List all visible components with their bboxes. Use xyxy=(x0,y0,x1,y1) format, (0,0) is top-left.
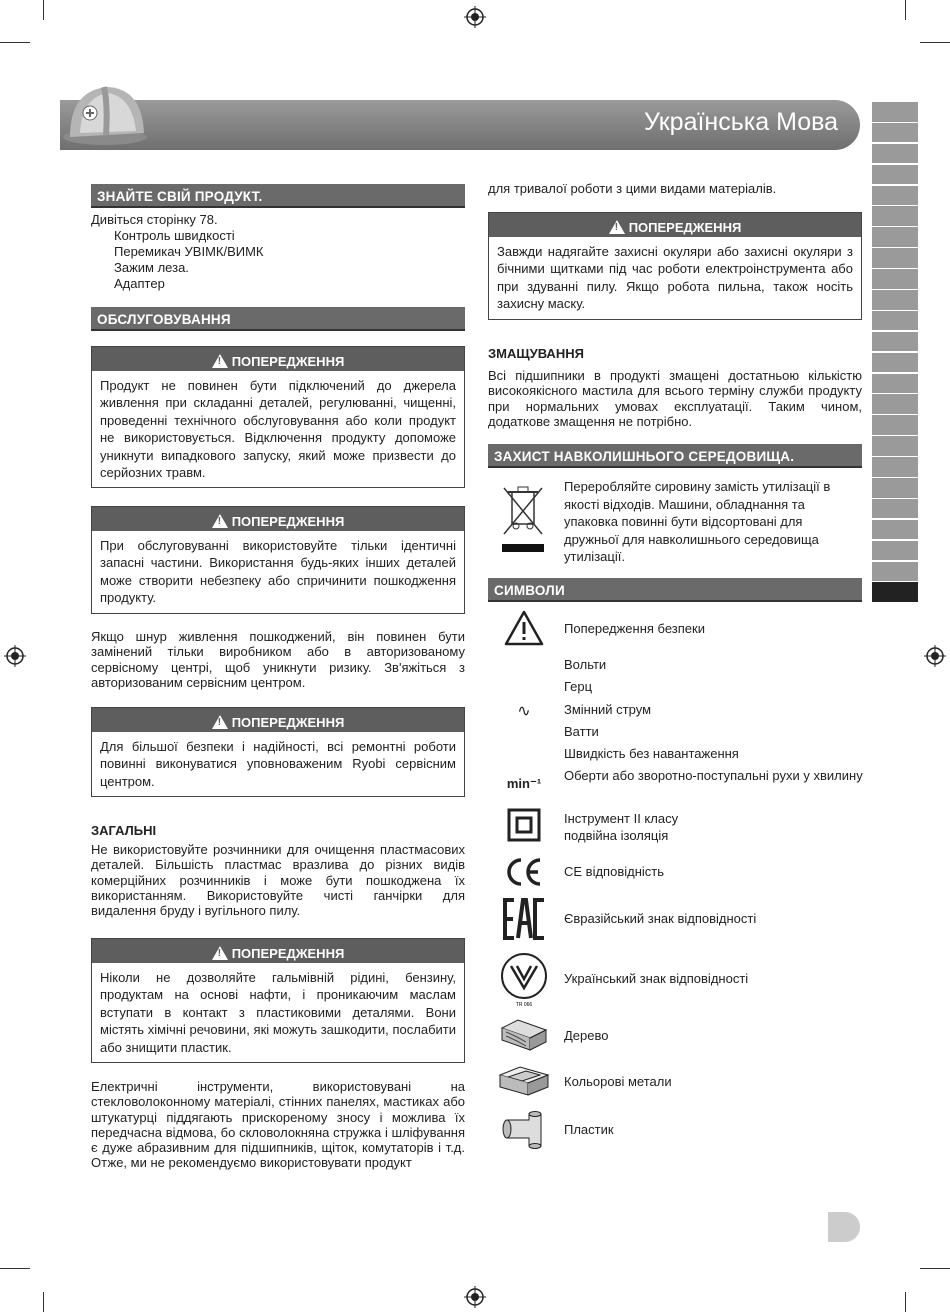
crop-line xyxy=(0,42,30,43)
see-page-text: Дивіться сторінку 78. xyxy=(91,212,218,227)
environment-text: Переробляйте сировину замість утилізації в якості відходів. Машини, обладнання та упаковка повинні бути відсортовані для дружньої для навколишнього середовища утилізації. xyxy=(564,479,831,565)
find-product-item: Адаптер xyxy=(114,276,165,291)
rpm-icon: min⁻¹ xyxy=(506,776,542,791)
registration-mark-right xyxy=(924,645,946,667)
language-tab xyxy=(872,269,918,289)
language-tab xyxy=(872,123,918,143)
crop-line xyxy=(920,42,950,43)
warning-header xyxy=(92,507,464,531)
symbol-description: Ватти xyxy=(564,724,599,739)
general-text: Не використовуйте розчинники для очищення пластмасових деталей. Більшість пластмас вразлива до різних видів комерційних розчинників і може бути пошкоджена їх використанням. Використовуйте чисті ганчірки для видалення бруду і вугільного пилу. xyxy=(91,842,465,919)
crop-line xyxy=(43,1292,44,1312)
symbol-description: CE відповідність xyxy=(564,864,664,879)
page-title: Українська Мова xyxy=(643,108,838,136)
warning-triangle-icon xyxy=(212,715,228,729)
symbol-description: Український знак відповідності xyxy=(564,971,749,986)
symbol-description: Оберти або зворотно-поступальні рухи у хвилину xyxy=(564,768,863,783)
symbol-description: Швидкість без навантаження xyxy=(564,746,739,761)
warning-text: Завжди надягайте захисні окуляри або захисні окуляри з бічними щитками під час роботи електроінструмента або при здуванні пилу. Якщо робота пильна, також носіть захисну маску. xyxy=(497,244,853,312)
class2-icon xyxy=(488,808,560,845)
warning-box-3 xyxy=(91,707,465,797)
ac-icon: ∿ xyxy=(517,703,531,720)
section-heading-environment: ЗАХИСТ НАВКОЛИШНЬОГО СЕРЕДОВИЩА. xyxy=(488,444,862,468)
warning-header xyxy=(92,939,464,963)
language-tab xyxy=(872,541,918,561)
language-tab xyxy=(872,415,918,435)
warning-text: Для більшої безпеки і надійності, всі ремонтні роботи повинні виконуватися уповноваженим Ryobi сервісним центром. xyxy=(100,739,456,789)
crop-line xyxy=(0,1268,30,1269)
helmet-icon xyxy=(60,75,150,150)
power-tools-text: Електричні інструменти, використовувані на стекловолоконному матеріалі, стінних панелях, мастиках або штукатурці піддягають прискореному зносу і можлива їх передчасна відмова, бо скловолокняна стружка і шліфування є дуже абразивним для підшипників, щіток, комутаторів і т.д. Отже, ми не рекомендуємо використовувати продукт xyxy=(91,1079,465,1171)
symbol-description: Вольти xyxy=(564,657,607,672)
warning-text: Ніколи не дозволяйте гальмівній рідині, бензину, продуктам на основі нафти, і проникаючим маслам вступати в контакт з пластиковими деталями. Вони містять хімічні речовини, які можуть зашкодити, послабити або знищити пластик. xyxy=(100,970,456,1055)
language-tab xyxy=(872,186,918,206)
symbol-description: Герц xyxy=(564,679,593,694)
general-heading: ЗАГАЛЬНІ xyxy=(91,823,157,838)
warning-label: ПОПЕРЕДЖЕННЯ xyxy=(231,354,345,369)
language-tab xyxy=(872,332,918,352)
power-cord-text: Якщо шнур живлення пошкоджений, він повинен бути замінений тільки виробником або в авторизованому сервісному центрі, щоб уникнути ризику. Зв'яжіться з авторизованим сервісним центром. xyxy=(91,629,465,690)
language-tab xyxy=(872,311,918,331)
language-tab xyxy=(872,582,918,602)
section-heading-symbols: СИМВОЛИ xyxy=(488,578,862,602)
symbol-description: Інструмент II класу подвійна ізоляція xyxy=(564,811,679,843)
language-tab xyxy=(872,457,918,477)
symbols-list xyxy=(488,0,862,1200)
warning-box-2 xyxy=(91,506,465,614)
ce-mark-icon xyxy=(488,857,560,890)
crop-line xyxy=(920,1268,950,1269)
warning-text: Продукт не повинен бути підключений до джерела живлення при складанні деталей, регулюванні, чищенні, проведенні технічного обслуговування або коли продукт не використовується. Відключення продукту допоможе уникнути випадкового запуску, який може призвести до серйозних травм. xyxy=(100,378,456,481)
language-tab xyxy=(872,227,918,247)
plastic-icon xyxy=(488,1110,560,1153)
find-product-list xyxy=(114,228,264,292)
language-tab xyxy=(872,144,918,164)
symbol-description: Кольорові метали xyxy=(564,1074,672,1089)
warning-box-4 xyxy=(91,938,465,1063)
symbol-description: Пластик xyxy=(564,1122,614,1137)
warning-triangle-icon xyxy=(212,946,228,960)
warning-box-1 xyxy=(91,346,465,488)
warning-triangle-icon xyxy=(212,514,228,528)
registration-mark-bottom xyxy=(464,1286,486,1308)
svg-text:TR 066: TR 066 xyxy=(515,1002,533,1008)
continued-text: для тривалої роботи з цими видами матеріалів. xyxy=(488,181,777,196)
language-tabs xyxy=(872,102,918,603)
section-heading-maintenance: ОБСЛУГОВУВАННЯ xyxy=(91,307,465,331)
warning-label: ПОПЕРЕДЖЕННЯ xyxy=(231,715,345,730)
crop-line xyxy=(43,0,44,20)
warning-label: ПОПЕРЕДЖЕННЯ xyxy=(231,946,345,961)
wood-icon xyxy=(488,1018,560,1055)
lubrication-text: Всі підшипники в продукті змащені достатньою кількістю високоякісного мастила для всього терміну служби продукту при нормальних умовах експлуатації. Таким чином, додаткове змащення не потрібно. xyxy=(488,368,862,429)
language-tab xyxy=(872,374,918,394)
registration-mark-top xyxy=(464,6,486,28)
warning-label: ПОПЕРЕДЖЕННЯ xyxy=(628,220,742,235)
eac-mark-icon xyxy=(488,897,560,944)
language-tab xyxy=(872,165,918,185)
language-tab xyxy=(872,248,918,268)
language-tab xyxy=(872,499,918,519)
language-tab xyxy=(872,206,918,226)
language-tab xyxy=(872,290,918,310)
ua-conformity-icon xyxy=(488,952,560,1011)
language-tab xyxy=(872,353,918,373)
section-heading-find-product: ЗНАЙТЕ СВІЙ ПРОДУКТ. xyxy=(91,184,465,208)
warning-triangle-icon xyxy=(488,610,560,649)
lubrication-heading: ЗМАЩУВАННЯ xyxy=(488,346,584,361)
symbol-description: Попередження безпеки xyxy=(564,621,705,636)
crop-line xyxy=(905,1292,906,1312)
warning-triangle-icon xyxy=(212,354,228,368)
warning-header xyxy=(92,708,464,732)
warning-label: ПОПЕРЕДЖЕННЯ xyxy=(231,514,345,529)
language-tab xyxy=(872,102,918,122)
symbol-description: Дерево xyxy=(564,1028,609,1043)
symbol-description: Євразійський знак відповідності xyxy=(564,911,757,926)
language-tab xyxy=(872,562,918,582)
language-tab xyxy=(872,394,918,414)
page-number-tab xyxy=(828,1212,860,1242)
language-tab xyxy=(872,436,918,456)
nonferrous-metal-icon xyxy=(488,1063,560,1100)
language-tab xyxy=(872,520,918,540)
warning-header xyxy=(92,347,464,371)
registration-mark-left xyxy=(4,645,26,667)
warning-text: При обслуговуванні використовуйте тільки ідентичні запасні частини. Використання будь-яких інших деталей може створити небезпеку або спричинити пошкодження продукту. xyxy=(100,538,456,606)
find-product-item: Контроль швидкості xyxy=(114,228,235,243)
language-tab xyxy=(872,478,918,498)
crop-line xyxy=(905,0,906,20)
find-product-item: Перемикач УВІМК/ВИМК xyxy=(114,244,264,259)
find-product-item: Зажим леза. xyxy=(114,260,189,275)
symbol-description: Змінний струм xyxy=(564,702,652,717)
